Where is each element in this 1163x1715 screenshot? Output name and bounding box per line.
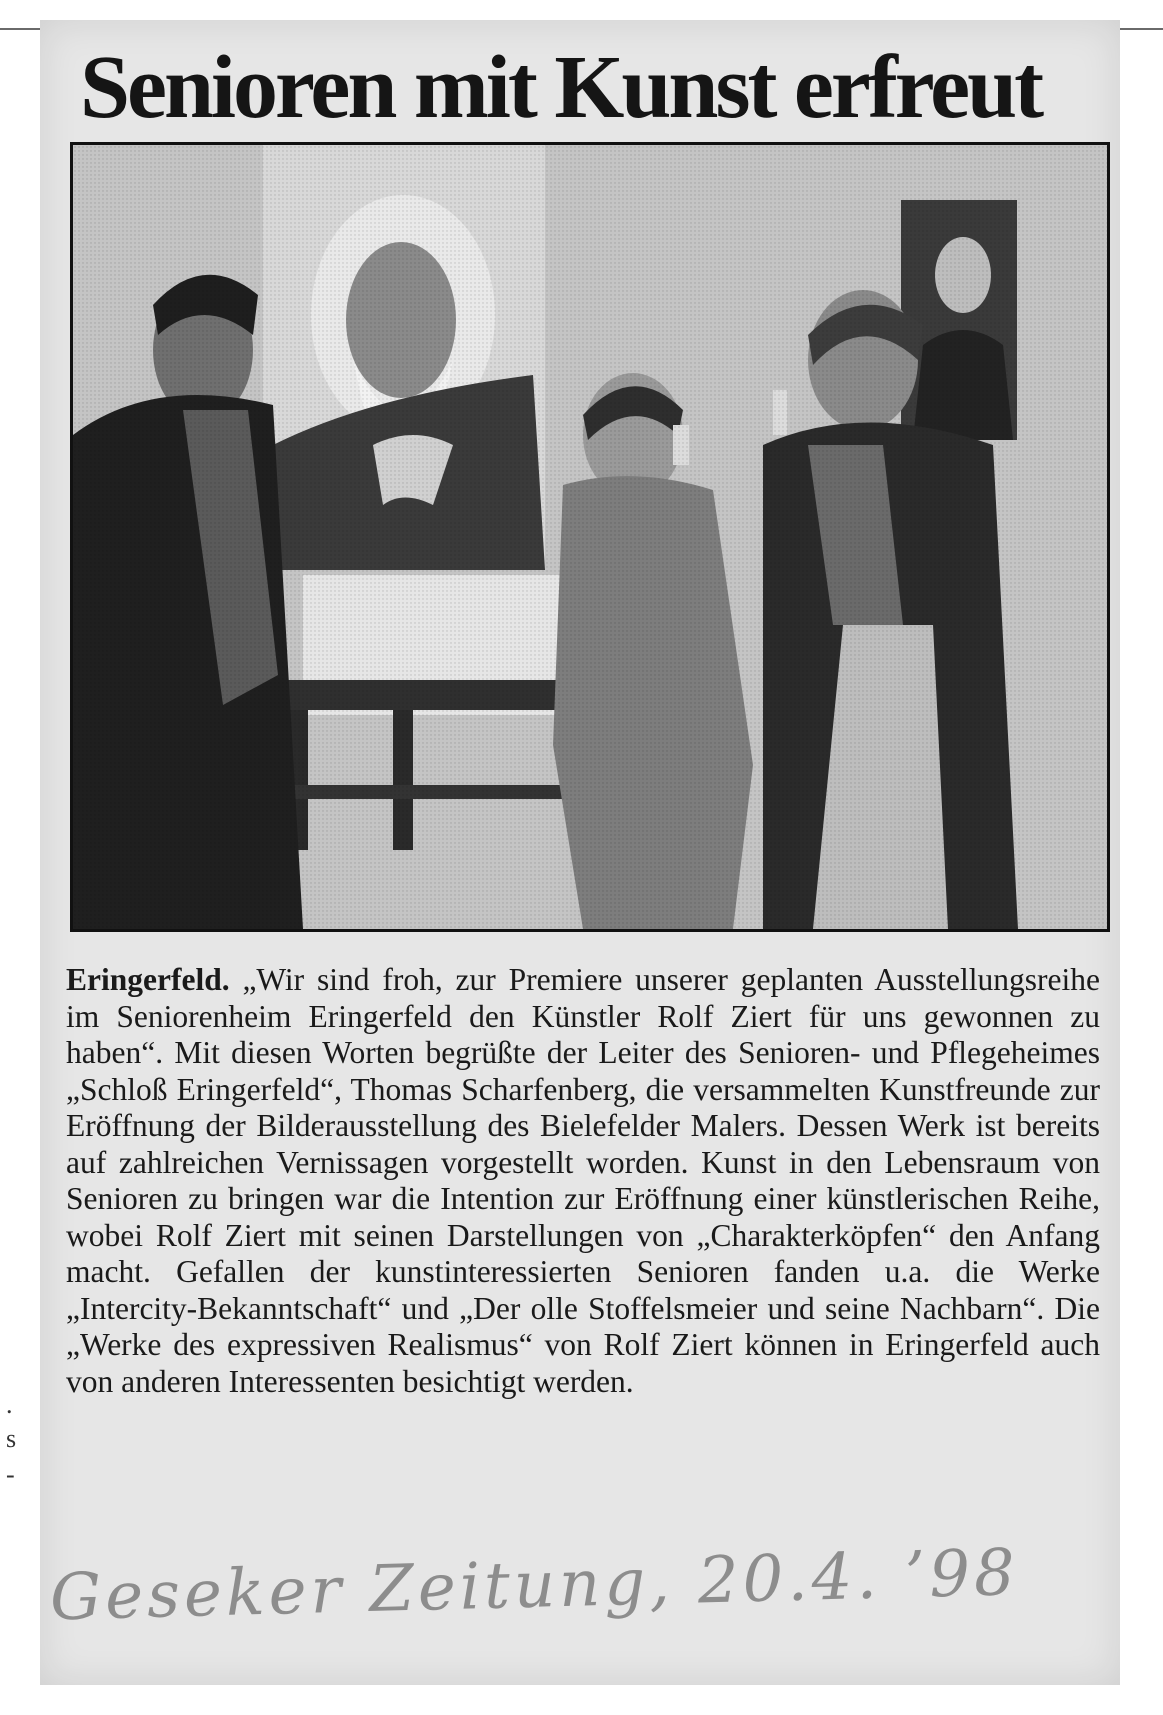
article-body [66, 962, 1100, 1400]
margin-fragment: - [6, 1460, 15, 1489]
article-photo [70, 142, 1110, 932]
photo-illustration [73, 145, 1107, 929]
article-dateline: Eringerfeld. [66, 962, 230, 997]
margin-fragment: . [6, 1390, 13, 1419]
article-headline: Senioren mit Kunst erfreut [80, 38, 1042, 137]
article-body-text: „Wir sind froh, zur Premiere unserer geplanten Ausstellungsreihe im Seniorenheim Eringerfeld den Künstler Rolf Ziert für uns gewonnen zu haben“. Mit diesen Worten begrüßte der Leiter des Senioren- und Pflegeheimes „Schloß Eringerfeld“, Thomas Scharfenberg, die versammelten Kunstfreunde zur Eröffnung der Bilderausstellung des Bielefelder Malers. Dessen Werk ist bereits auf zahlreichen Vernissagen vorgestellt worden. Kunst in den Lebensraum von Senioren zu bringen war die Intention zur Eröffnung einer künstlerischen Reihe, wobei Rolf Ziert mit seinen Darstellungen von „Charakterköpfen“ den Anfang macht. Gefallen der kunstinteressierten Senioren fanden u.a. die Werke „Intercity-Bekanntschaft“ und „Der olle Stoffelsmeier und seine Nachbarn“. Die „Werke des expressiven Realismus“ von Rolf Ziert können in Eringerfeld auch von anderen Interessenten besichtigt werden. [66, 962, 1100, 1399]
handwritten-source-note: Geseker Zeitung, 20.4. ’98 [49, 1536, 1020, 1636]
margin-fragment: s [6, 1424, 17, 1453]
